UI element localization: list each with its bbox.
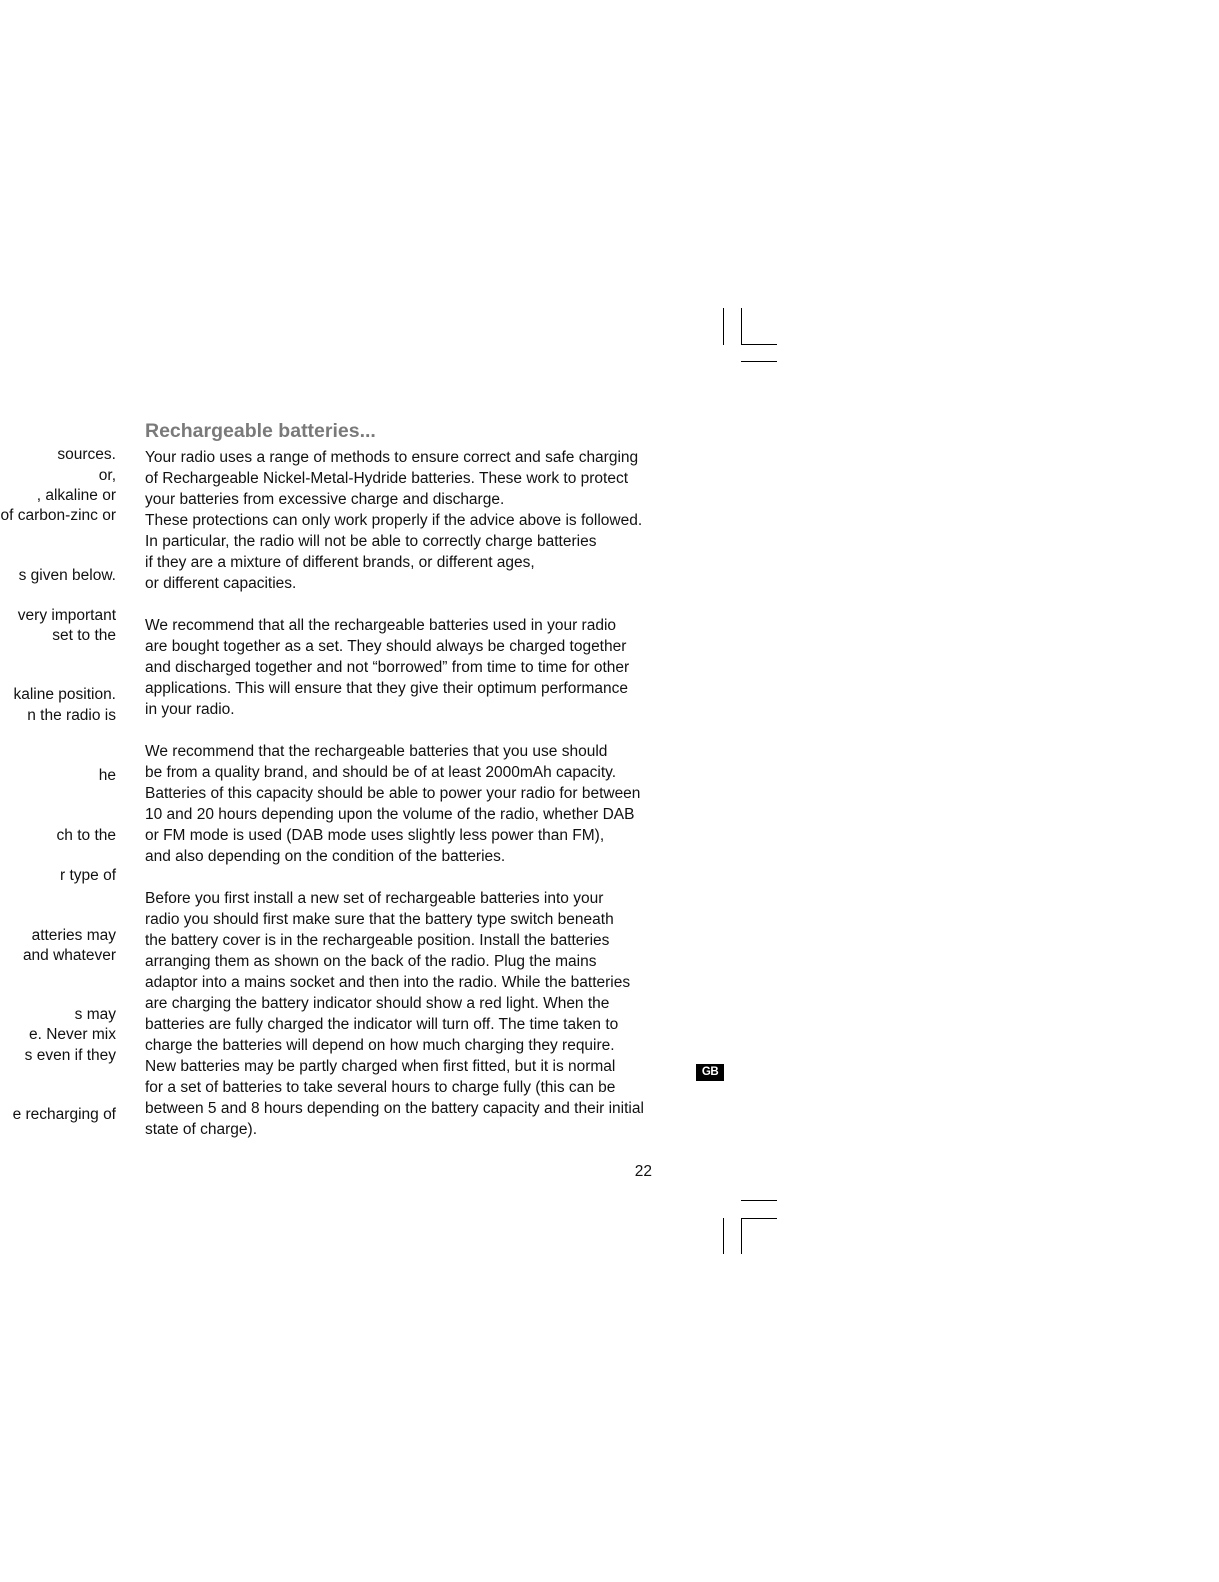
text-line: adaptor into a mains socket and then into the radio. While the batteries xyxy=(145,974,631,991)
fragment-line: s given below. xyxy=(18,567,116,584)
fragment-line: e recharging of xyxy=(12,1106,116,1123)
fragment-line: set to the xyxy=(52,627,116,644)
text-line: applications. This will ensure that they give their optimum performance xyxy=(145,680,629,697)
fragment-line: n the radio is xyxy=(27,707,116,724)
paragraph-buy-as-set xyxy=(145,615,665,720)
paragraph-charging-methods xyxy=(145,447,665,594)
fragment-line: and whatever xyxy=(22,947,116,964)
text-line: the battery cover is in the rechargeable position. Install the batteries xyxy=(145,932,610,949)
fragment-line: atteries may xyxy=(31,927,116,944)
fragment-line: or, xyxy=(98,467,116,484)
text-line: are charging the battery indicator should show a red light. When the xyxy=(145,995,610,1012)
crop-mark-top-left-vertical xyxy=(723,308,724,345)
text-line: in your radio. xyxy=(145,701,235,718)
text-line: of Rechargeable Nickel-Metal-Hydride batteries. These work to protect xyxy=(145,470,629,487)
fragment-line: he xyxy=(98,767,116,784)
crop-mark-bottom-left-vertical xyxy=(723,1218,724,1254)
fragment-line: r type of xyxy=(60,867,116,884)
text-line: if they are a mixture of different brands, or different ages, xyxy=(145,554,535,571)
rechargeable-batteries-section xyxy=(145,418,665,1140)
text-line: 10 and 20 hours depending upon the volume of the radio, whether DAB xyxy=(145,806,635,823)
text-line: Your radio uses a range of methods to ensure correct and safe charging xyxy=(145,449,639,466)
text-line: radio you should first make sure that the battery type switch beneath xyxy=(145,911,614,928)
text-line: and discharged together and not “borrowed” from time to time for other xyxy=(145,659,630,676)
text-line: In particular, the radio will not be able to correctly charge batteries xyxy=(145,533,597,550)
crop-mark-bottom-horizontal xyxy=(741,1218,777,1219)
text-line: between 5 and 8 hours depending on the battery capacity and their initial xyxy=(145,1100,644,1117)
text-line: New batteries may be partly charged when first fitted, but it is normal xyxy=(145,1058,616,1075)
crop-mark-top-horizontal xyxy=(741,344,777,345)
fragment-line: very important xyxy=(17,607,116,624)
paragraph-capacity xyxy=(145,741,665,867)
crop-mark-bottom-upper-horizontal xyxy=(741,1200,777,1201)
text-line: batteries are fully charged the indicator will turn off. The time taken to xyxy=(145,1016,619,1033)
text-line: state of charge). xyxy=(145,1121,258,1138)
text-line: are bought together as a set. They should always be charged together xyxy=(145,638,627,655)
fragment-line: of carbon-zinc or xyxy=(0,507,116,524)
fragment-line: kaline position. xyxy=(13,686,116,703)
fragment-line: s even if they xyxy=(24,1047,116,1064)
page-number: 22 xyxy=(634,1163,652,1180)
text-line: or different capacities. xyxy=(145,575,297,592)
fragment-line: e. Never mix xyxy=(29,1026,116,1043)
previous-page-column xyxy=(0,0,130,1582)
text-line: be from a quality brand, and should be of at least 2000mAh capacity. xyxy=(145,764,617,781)
text-line: or FM mode is used (DAB mode uses slightly less power than FM), xyxy=(145,827,605,844)
text-line: These protections can only work properly if the advice above is followed. xyxy=(145,512,643,529)
text-line: Batteries of this capacity should be able to power your radio for between xyxy=(145,785,641,802)
text-line: Before you first install a new set of rechargeable batteries into your xyxy=(145,890,604,907)
fragment-line: , alkaline or xyxy=(36,487,116,504)
fragment-line: sources. xyxy=(57,446,116,463)
crop-mark-bottom-right-vertical xyxy=(741,1218,742,1254)
text-line: arranging them as shown on the back of the radio. Plug the mains xyxy=(145,953,597,970)
text-line: charge the batteries will depend on how much charging they require. xyxy=(145,1037,615,1054)
language-badge: GB xyxy=(696,1064,724,1081)
section-heading: Rechargeable batteries... xyxy=(145,420,376,442)
paragraph-first-install xyxy=(145,888,665,1140)
text-line: for a set of batteries to take several hours to charge fully (this can be xyxy=(145,1079,616,1096)
text-line: your batteries from excessive charge and discharge. xyxy=(145,491,505,508)
text-line: We recommend that all the rechargeable batteries used in your radio xyxy=(145,617,617,634)
fragment-line: ch to the xyxy=(56,827,116,844)
crop-mark-top-lower-horizontal xyxy=(741,361,777,362)
crop-mark-top-right-vertical xyxy=(741,308,742,345)
fragment-line: s may xyxy=(74,1006,116,1023)
text-line: We recommend that the rechargeable batteries that you use should xyxy=(145,743,608,760)
text-line: and also depending on the condition of the batteries. xyxy=(145,848,506,865)
